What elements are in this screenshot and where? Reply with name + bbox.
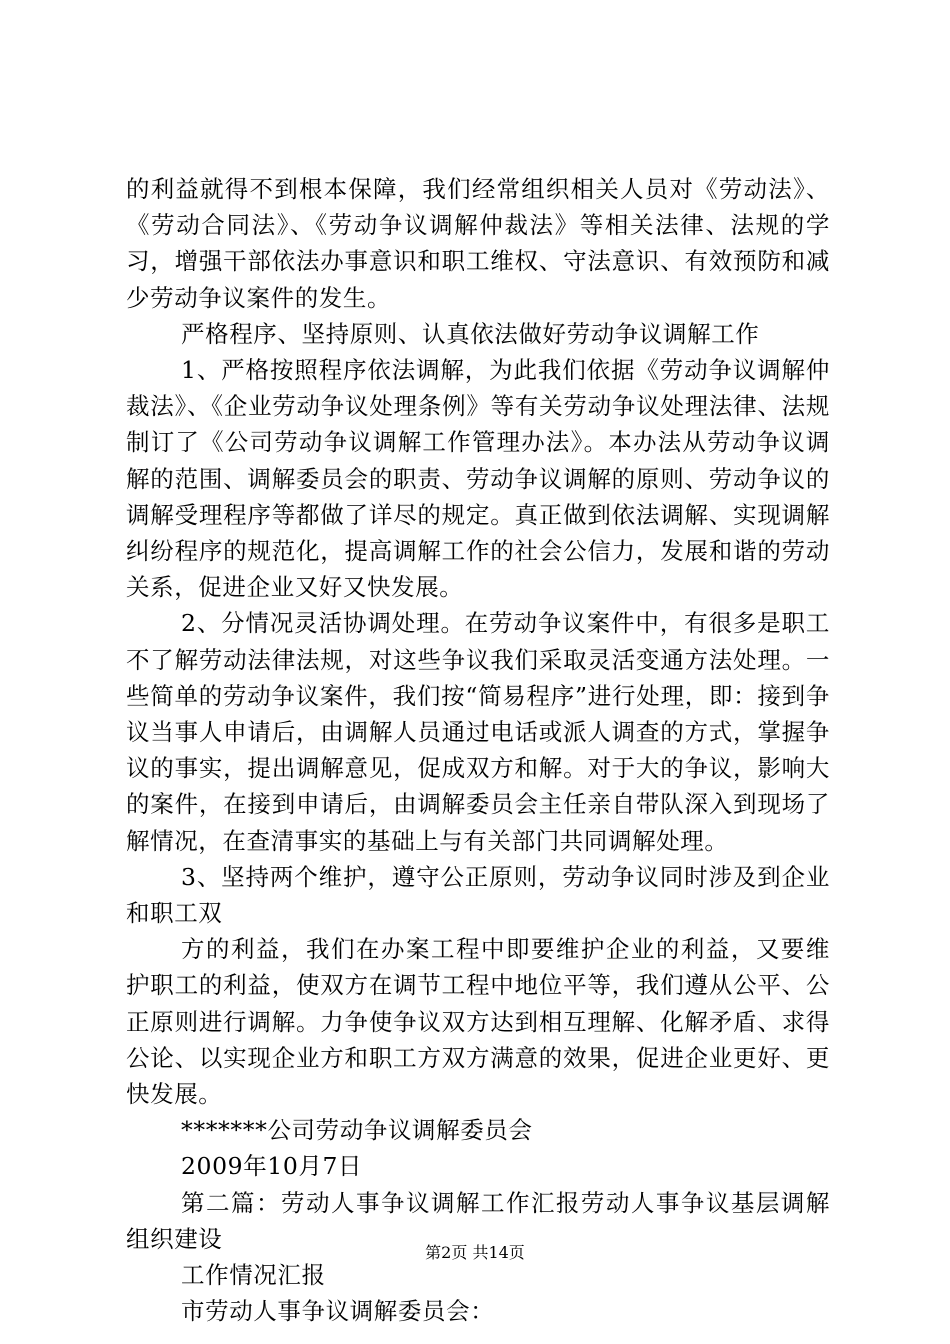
section-heading: 严格程序、坚持原则、认真依法做好劳动争议调解工作 (181, 319, 760, 348)
paragraph-continuation: 的利益就得不到根本保障，我们经常组织相关人员对《劳动法》、《劳动合同法》、《劳动争议调解仲裁法》等相关法律、法规的学习，增强干部依法办事意识和职工维权、守法意识、有效预防和减少劳动争议案件的发生。 (126, 175, 830, 312)
signature-organization: *******公司劳动争议调解委员会 (181, 1116, 533, 1145)
paragraph-item-3-continued: 方的利益，我们在办案工程中即要维护企业的利益，又要维护职工的利益，使双方在调节工程中地位平等，我们遵从公平、公正原则进行调解。力争使争议双方达到相互理解、化解矛盾、求得公论、以实现企业方和职工方双方满意的效果，促进企业更好、更快发展。 (126, 935, 830, 1109)
page-footer: 第2页 共14页 (425, 1243, 525, 1262)
paragraph-item-2: 2、分情况灵活协调处理。在劳动争议案件中，有很多是职工不了解劳动法律法规，对这些争议我们采取灵活变通方法处理。一些简单的劳动争议案件，我们按“简易程序”进行处理，即：接到争议当事人申请后，由调解人员通过电话或派人调查的方式，掌握争议的事实，提出调解意见，促成双方和解。对于大的争议，影响大的案件，在接到申请后，由调解委员会主任亲自带队深入到现场了解情况，在查清事实的基础上与有关部门共同调解处理。 (126, 609, 830, 855)
salutation: 市劳动人事争议调解委员会： (181, 1297, 495, 1326)
paragraph-item-1: 1、严格按照程序依法调解，为此我们依据《劳动争议调解仲裁法》、《企业劳动争议处理条例》等有关劳动争议处理法律、法规制订了《公司劳动争议调解工作管理办法》。本办法从劳动争议调解的范围、调解委员会的职责、劳动争议调解的原则、劳动争议的调解受理程序等都做了详尽的规定。真正做到依法调解、实现调解纠纷程序的规范化，提高调解工作的社会公信力，发展和谐的劳动关系，促进企业又好又快发展。 (126, 356, 830, 602)
paragraph-item-3: 3、坚持两个维护，遵守公正原则，劳动争议同时涉及到企业和职工双 (126, 862, 830, 928)
report-title: 工作情况汇报 (181, 1261, 326, 1290)
signature-date: 2009年10月7日 (181, 1152, 363, 1181)
chapter-title: 第二篇：劳动人事争议调解工作汇报劳动人事争议基层调解组织建设 (126, 1188, 830, 1253)
document-body (126, 171, 830, 1330)
